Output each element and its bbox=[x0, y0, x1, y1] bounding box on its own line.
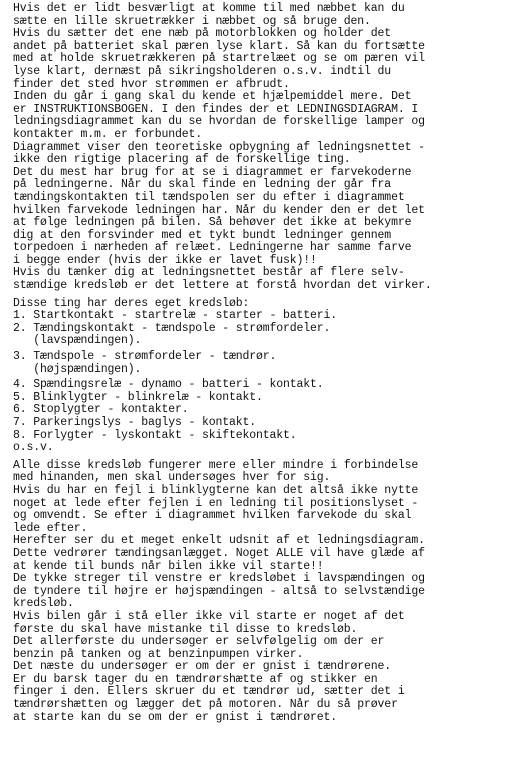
circuit-list-continued bbox=[13, 351, 503, 376]
text-line: Hvis du sætter det ene næb på motorblokken og holder det bbox=[13, 27, 392, 41]
circuit-list bbox=[13, 298, 503, 348]
text-line: første du skal have mistanke til disse to kredsløb. bbox=[13, 622, 358, 636]
text-line: Det allerførste du undersøger er selvfølgelig om der er bbox=[13, 635, 385, 649]
text-line: ledningsdiagrammet kan du se hvordan de forskellige lamper og bbox=[13, 115, 425, 129]
text-line: at følge ledningen på bilen. Så behøver det ikke at bekymre bbox=[13, 216, 412, 230]
paragraph-circuits bbox=[13, 460, 503, 724]
text-line: kredsløb. bbox=[13, 597, 74, 611]
text-line: lede efter. bbox=[13, 521, 88, 535]
text-line: lyse klart, dernæst på sikringsholderen o.s.v. indtil du bbox=[13, 64, 392, 78]
list-item: 8. Forlygter - lyskontakt - skiftekontakt. bbox=[13, 428, 297, 442]
text-line: i begge ender (hvis der ikke er lavet fusk)!! bbox=[13, 253, 317, 267]
text-line: med at holde skruetrækkeren på startrelæet og se om pæren vil bbox=[13, 52, 425, 66]
list-item: 4. Spændingsrelæ - dynamo - batteri - kontakt. bbox=[13, 378, 324, 392]
text-line: finder det sted hvor strømmen er afbrudt. bbox=[13, 77, 290, 91]
text-line: benzin på tanken og at benzinpumpen virker. bbox=[13, 647, 304, 661]
text-line: torpedoen i nærheden af relæet. Ledningerne har samme farve bbox=[13, 241, 412, 255]
text-line: tændrørshætten og lægger det på motoren. Når du så prøver bbox=[13, 698, 398, 712]
text-line: Hvis du har en fejl i blinklygterne kan det altså ikke nytte bbox=[13, 483, 419, 497]
document-page bbox=[13, 3, 503, 724]
text-line: Er du barsk tager du en tændrørshætte af og stikker en bbox=[13, 672, 378, 686]
list-heading: Disse ting har deres eget kredsløb: bbox=[13, 296, 250, 310]
list-item: 6. Stoplygter - kontakter. bbox=[13, 403, 189, 417]
text-line: finger i den. Ellers skruer du et tændrør ud, sætter det i bbox=[13, 685, 405, 699]
text-line: Det du mest har brug for at se i diagrammet er farvekoderne bbox=[13, 165, 412, 179]
text-line: De tykke streger til venstre er kredsløbet i lavspændingen og bbox=[13, 572, 425, 586]
text-line: kontakter m.m. er forbundet. bbox=[13, 127, 203, 141]
text-line: andet på batteriet skal pæren lyse klart. Så kan du fortsætte bbox=[13, 39, 425, 53]
text-line: Alle disse kredsløb fungerer mere eller mindre i forbindelse bbox=[13, 458, 419, 472]
text-line: at starte kan du se om der er gnist i tændrøret. bbox=[13, 710, 338, 724]
list-etc: o.s.v. bbox=[13, 441, 54, 455]
text-line: Herefter ser du et meget enkelt udsnit af et ledningsdiagram. bbox=[13, 534, 425, 548]
circuit-list-end bbox=[13, 379, 503, 455]
paragraph-intro bbox=[13, 3, 503, 293]
text-line: er INSTRUKTIONSBOGEN. I den findes der et LEDNINGSDIAGRAM. I bbox=[13, 102, 419, 116]
text-line: at kende til bunds når bilen ikke vil starte!! bbox=[13, 559, 324, 573]
list-item: 2. Tændingskontakt - tændspole - strømfordeler. bbox=[13, 321, 331, 335]
text-line: sætte en lille skruetrækker i næbbet og så bruge den. bbox=[13, 14, 371, 28]
text-line: dig at den forsvinder med et tykt bundt ledninger gennem bbox=[13, 228, 392, 242]
text-line: Diagrammet viser den teoretiske opbygning af ledningsnettet - bbox=[13, 140, 425, 154]
text-line: på ledningerne. Når du skal finde en ledning der går fra bbox=[13, 178, 392, 192]
list-item: 5. Blinklygter - blinkrelæ - kontakt. bbox=[13, 390, 263, 404]
list-item-note: (højspændingen). bbox=[13, 362, 142, 376]
text-line: Hvis bilen går i stå eller ikke vil starte er noget af det bbox=[13, 609, 405, 623]
text-line: ikke den rigtige placering af de forskellige ting. bbox=[13, 153, 351, 167]
text-line: tændingskontakten til tændspolen ser du efter i diagrammet bbox=[13, 190, 405, 204]
list-item: 7. Parkeringslys - baglys - kontakt. bbox=[13, 416, 257, 429]
text-line: noget at lede efter fejlen i en ledning til positionslyset - bbox=[13, 496, 419, 510]
text-line: Dette vedrører tændingsanlægget. Noget ALLE vil have glæde af bbox=[13, 546, 425, 560]
text-line: hvilken farvekode ledningen har. Når du kender den er det let bbox=[13, 203, 425, 217]
list-item: 1. Startkontakt - startrelæ - starter - batteri. bbox=[13, 309, 338, 323]
text-line: med hinanden, men skal undersøges hver for sig. bbox=[13, 471, 331, 485]
text-line: Hvis du tænker dig at ledningsnettet består af flere selv- bbox=[13, 266, 405, 280]
list-item: 3. Tændspole - strømfordeler - tændrør. bbox=[13, 350, 277, 364]
text-line: de tyndere til højre er højspændingen - altså to selvstændige bbox=[13, 584, 425, 598]
text-line: Det næste du undersøger er om der er gnist i tændrørene. bbox=[13, 660, 392, 674]
text-line: Inden du går i gang skal du kende et hjælpemiddel mere. Det bbox=[13, 90, 412, 104]
text-line: stændige kredsløb er det lettere at forstå hvordan det virker. bbox=[13, 279, 432, 293]
text-line: og omvendt. Se efter i diagrammet hvilken farvekode du skal bbox=[13, 509, 412, 523]
list-item-note: (lavspændingen). bbox=[13, 334, 142, 348]
text-line: Hvis det er lidt besværligt at komme til med næbbet kan du bbox=[13, 2, 405, 15]
